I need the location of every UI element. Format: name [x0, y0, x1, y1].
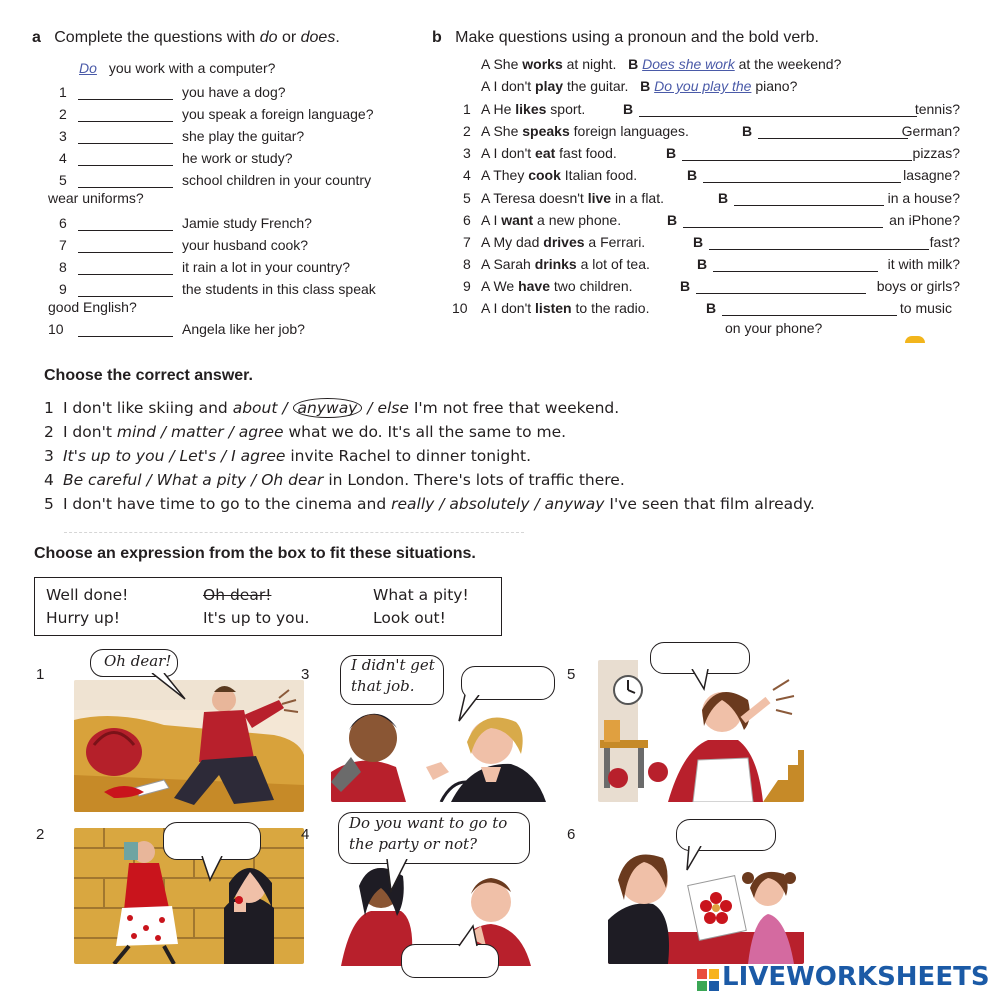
section-b-item-end: fast? — [929, 234, 960, 250]
choose-item: 2 I don't mind / matter / agree what we do. It's all the same to me. — [44, 423, 567, 441]
expressions-title: Choose an expression from the box to fit these situations. — [34, 545, 476, 562]
expression-hurry-up: Hurry up! — [46, 609, 120, 627]
option-1[interactable]: about — [232, 399, 278, 417]
section-a-example: Do you work with a computer? — [79, 60, 276, 76]
expression-look-out: Look out! — [373, 609, 446, 627]
section-b-item-number: 5 — [463, 190, 471, 206]
section-b-item-b-label: B — [693, 234, 704, 250]
option-3[interactable]: else — [377, 399, 409, 417]
yellow-dot-decoration — [905, 336, 925, 343]
section-b-item-end: pizzas? — [912, 145, 960, 161]
speech-bubble-4-line-1: Do you want to go to — [349, 814, 508, 832]
section-b-item-end: it with milk? — [887, 256, 960, 272]
section-b-item-sentence: A Sarah drinks a lot of tea. — [481, 256, 650, 272]
answer-blank[interactable] — [78, 88, 173, 100]
answer-blank[interactable] — [683, 216, 883, 228]
answer-blank[interactable] — [78, 176, 173, 188]
section-a-item-text: Jamie study French? — [182, 215, 312, 231]
section-b-item-b-label: B — [623, 101, 634, 117]
section-a-item-number: 6 — [59, 215, 67, 231]
option-separator: / — [141, 471, 157, 489]
section-b-item-sentence: A He likes sport. — [481, 101, 586, 117]
speech-bubble-2-tail — [200, 856, 230, 882]
section-a-item-number: 7 — [59, 237, 67, 253]
option-separator: / — [434, 495, 450, 513]
option-separator: / — [155, 423, 172, 441]
section-a-item-number: 10 — [48, 321, 64, 337]
speech-bubble-4-tail — [385, 859, 415, 893]
answer-blank[interactable] — [639, 105, 917, 117]
section-b-item-b-label: B — [742, 123, 753, 139]
section-b-item-sentence: A My dad drives a Ferrari. — [481, 234, 646, 250]
speech-bubble-3-line-2: that job. — [351, 677, 415, 695]
section-a-item-text: you speak a foreign language? — [182, 106, 374, 122]
choose-item-number: 3 — [44, 447, 54, 465]
picture-number-6: 6 — [567, 826, 576, 843]
section-b-example-2: A I don't play the guitar. B Do you play the piano? — [481, 78, 798, 94]
option-3[interactable]: agree — [238, 423, 284, 441]
section-a-letter: a — [32, 29, 41, 46]
speech-bubble-5-tail — [690, 669, 714, 691]
section-b-item-number: 10 — [452, 300, 468, 316]
choose-item: 4 Be careful / What a pity / Oh dear in London. There's lots of traffic there. — [44, 471, 625, 489]
option-1[interactable]: really — [391, 495, 435, 513]
section-b-item-end-cont: on your phone? — [725, 320, 823, 336]
section-b-item-b-label: B — [706, 300, 717, 316]
picture-number-2: 2 — [36, 826, 45, 843]
liveworksheets-logo-icon — [697, 969, 719, 991]
choose-item: 1 I don't like skiing and about / anyway / else I'm not free that weekend. — [44, 399, 620, 417]
speech-bubble-4-reply — [401, 944, 499, 978]
option-2-circled[interactable]: anyway — [293, 398, 363, 418]
option-1[interactable]: mind — [116, 423, 156, 441]
answer-blank[interactable] — [696, 282, 866, 294]
picture-number-5: 5 — [567, 666, 576, 683]
answer-blank[interactable] — [78, 132, 173, 144]
section-b-item-number: 2 — [463, 123, 471, 139]
answer-blank[interactable] — [758, 127, 908, 139]
section-b-item-sentence: A I want a new phone. — [481, 212, 622, 228]
option-separator: / — [529, 495, 545, 513]
example-answer: Do — [79, 60, 97, 76]
section-a-item-text: Angela like her job? — [182, 321, 305, 337]
section-b-item-number: 8 — [463, 256, 471, 272]
section-a-item-text: she play the guitar? — [182, 128, 305, 144]
section-b-item-end: boys or girls? — [876, 278, 960, 294]
speech-bubble-2 — [163, 822, 261, 860]
section-b-item-b-label: B — [697, 256, 708, 272]
choose-item-number: 2 — [44, 423, 54, 441]
option-3[interactable]: I agree — [231, 447, 286, 465]
section-b-item-number: 9 — [463, 278, 471, 294]
section-a-item-text: it rain a lot in your country? — [182, 259, 351, 275]
section-b-item-sentence: A They cook Italian food. — [481, 167, 638, 183]
option-2[interactable]: Let's — [179, 447, 217, 465]
speech-bubble-3-line-1: I didn't get — [351, 656, 435, 674]
section-a-item-number: 1 — [59, 84, 67, 100]
choose-item-number: 4 — [44, 471, 54, 489]
section-a-item-number: 8 — [59, 259, 67, 275]
option-3[interactable]: Oh dear — [261, 471, 324, 489]
section-a-item-text-cont: wear uniforms? — [48, 190, 144, 206]
section-a-item-number: 3 — [59, 128, 67, 144]
option-3[interactable]: anyway — [544, 495, 605, 513]
section-b-item-sentence: A We have two children. — [481, 278, 633, 294]
option-1[interactable]: It's up to you — [62, 447, 165, 465]
section-b-item-b-label: B — [680, 278, 691, 294]
section-a-item-text-cont: good English? — [48, 299, 137, 315]
expression-oh-dear: Oh dear! — [203, 586, 272, 604]
expression-up-to-you: It's up to you. — [203, 609, 310, 627]
section-a-item-number: 4 — [59, 150, 67, 166]
choose-item-number: 5 — [44, 495, 54, 513]
option-2[interactable]: What a pity — [156, 471, 247, 489]
answer-blank[interactable] — [734, 194, 884, 206]
section-a-item-number: 9 — [59, 281, 67, 297]
answer-blank[interactable] — [713, 260, 878, 272]
option-2[interactable]: absolutely — [449, 495, 530, 513]
faint-divider — [64, 532, 524, 533]
section-a-item-number: 5 — [59, 172, 67, 188]
section-b-item-sentence: A Teresa doesn't live in a flat. — [481, 190, 664, 206]
section-a-item-text: school children in your country — [182, 172, 372, 188]
speech-bubble-4-line-2: the party or not? — [349, 835, 478, 853]
section-b-item-b-label: B — [666, 145, 677, 161]
liveworksheets-logo-text: LIVEWORKSHEETS — [722, 962, 990, 992]
section-b-item-b-label: B — [687, 167, 698, 183]
option-separator: / — [223, 423, 239, 441]
speech-bubble-6-tail — [683, 846, 707, 872]
answer-blank[interactable] — [78, 241, 173, 253]
section-b-item-number: 1 — [463, 101, 471, 117]
section-a-item-text: the students in this class speak — [182, 281, 376, 297]
picture-number-1: 1 — [36, 666, 45, 683]
speech-bubble-3-reply-tail — [455, 695, 485, 723]
choose-item: 3 It's up to you / Let's / I agree invite Rachel to dinner tonight. — [44, 447, 532, 465]
section-b-item-end: to music — [899, 300, 952, 316]
section-b-item-end: tennis? — [914, 101, 960, 117]
answer-blank[interactable] — [78, 285, 173, 297]
choose-item-number: 1 — [44, 399, 54, 417]
section-b-item-b-label: B — [718, 190, 729, 206]
speech-bubble-1-tail — [150, 673, 190, 703]
answer-blank[interactable] — [78, 110, 173, 122]
speech-bubble-4-reply-tail — [455, 924, 485, 948]
option-1[interactable]: Be careful — [62, 471, 142, 489]
section-b-letter: b — [432, 29, 442, 46]
section-b-item-number: 4 — [463, 167, 471, 183]
section-b-item-sentence: A I don't listen to the radio. — [481, 300, 650, 316]
answer-blank[interactable] — [703, 171, 901, 183]
option-separator: / — [216, 447, 232, 465]
section-b-item-end: an iPhone? — [889, 212, 960, 228]
section-a-title: a Complete the questions with do or does. — [32, 29, 340, 46]
section-a-item-text: your husband cook? — [182, 237, 309, 253]
answer-blank[interactable] — [78, 219, 173, 231]
section-b-item-end: lasagne? — [903, 167, 960, 183]
answer-blank[interactable] — [722, 304, 897, 316]
expression-what-a-pity: What a pity! — [373, 586, 469, 604]
answer-blank[interactable] — [709, 238, 929, 250]
section-b-item-end: in a house? — [887, 190, 960, 206]
section-b-item-end: German? — [901, 123, 960, 139]
section-b-item-sentence: A I don't eat fast food. — [481, 145, 617, 161]
answer-blank[interactable] — [78, 263, 173, 275]
section-b-title: b Make questions using a pronoun and the bold verb. — [432, 29, 819, 46]
section-a-item-text: he work or study? — [182, 150, 293, 166]
speech-bubble-1-text: Oh dear! — [104, 652, 172, 670]
section-a-item-text: you have a dog? — [182, 84, 286, 100]
picture-number-3: 3 — [301, 666, 310, 683]
section-b-item-number: 7 — [463, 234, 471, 250]
example-answer-1: Does she work — [642, 56, 735, 72]
choose-title: Choose the correct answer. — [44, 367, 253, 384]
section-b-item-sentence: A She speaks foreign languages. — [481, 123, 689, 139]
option-separator: / — [246, 471, 262, 489]
section-a-item-number: 2 — [59, 106, 67, 122]
choose-item: 5 I don't have time to go to the cinema and really / absolutely / anyway I've seen that film already. — [44, 495, 815, 513]
example-answer-2: Do you play the — [654, 78, 752, 94]
option-separator: / — [277, 399, 293, 417]
section-b-example-1: A She works at night. B Does she work at the weekend? — [481, 56, 842, 72]
answer-blank[interactable] — [78, 154, 173, 166]
section-b-item-b-label: B — [667, 212, 678, 228]
section-b-item-number: 6 — [463, 212, 471, 228]
expression-well-done: Well done! — [46, 586, 129, 604]
answer-blank[interactable] — [78, 325, 173, 337]
section-b-item-number: 3 — [463, 145, 471, 161]
picture-number-4: 4 — [301, 826, 310, 843]
answer-blank[interactable] — [682, 149, 912, 161]
option-separator: / — [164, 447, 180, 465]
option-2[interactable]: matter — [171, 423, 224, 441]
option-separator: / — [362, 399, 378, 417]
